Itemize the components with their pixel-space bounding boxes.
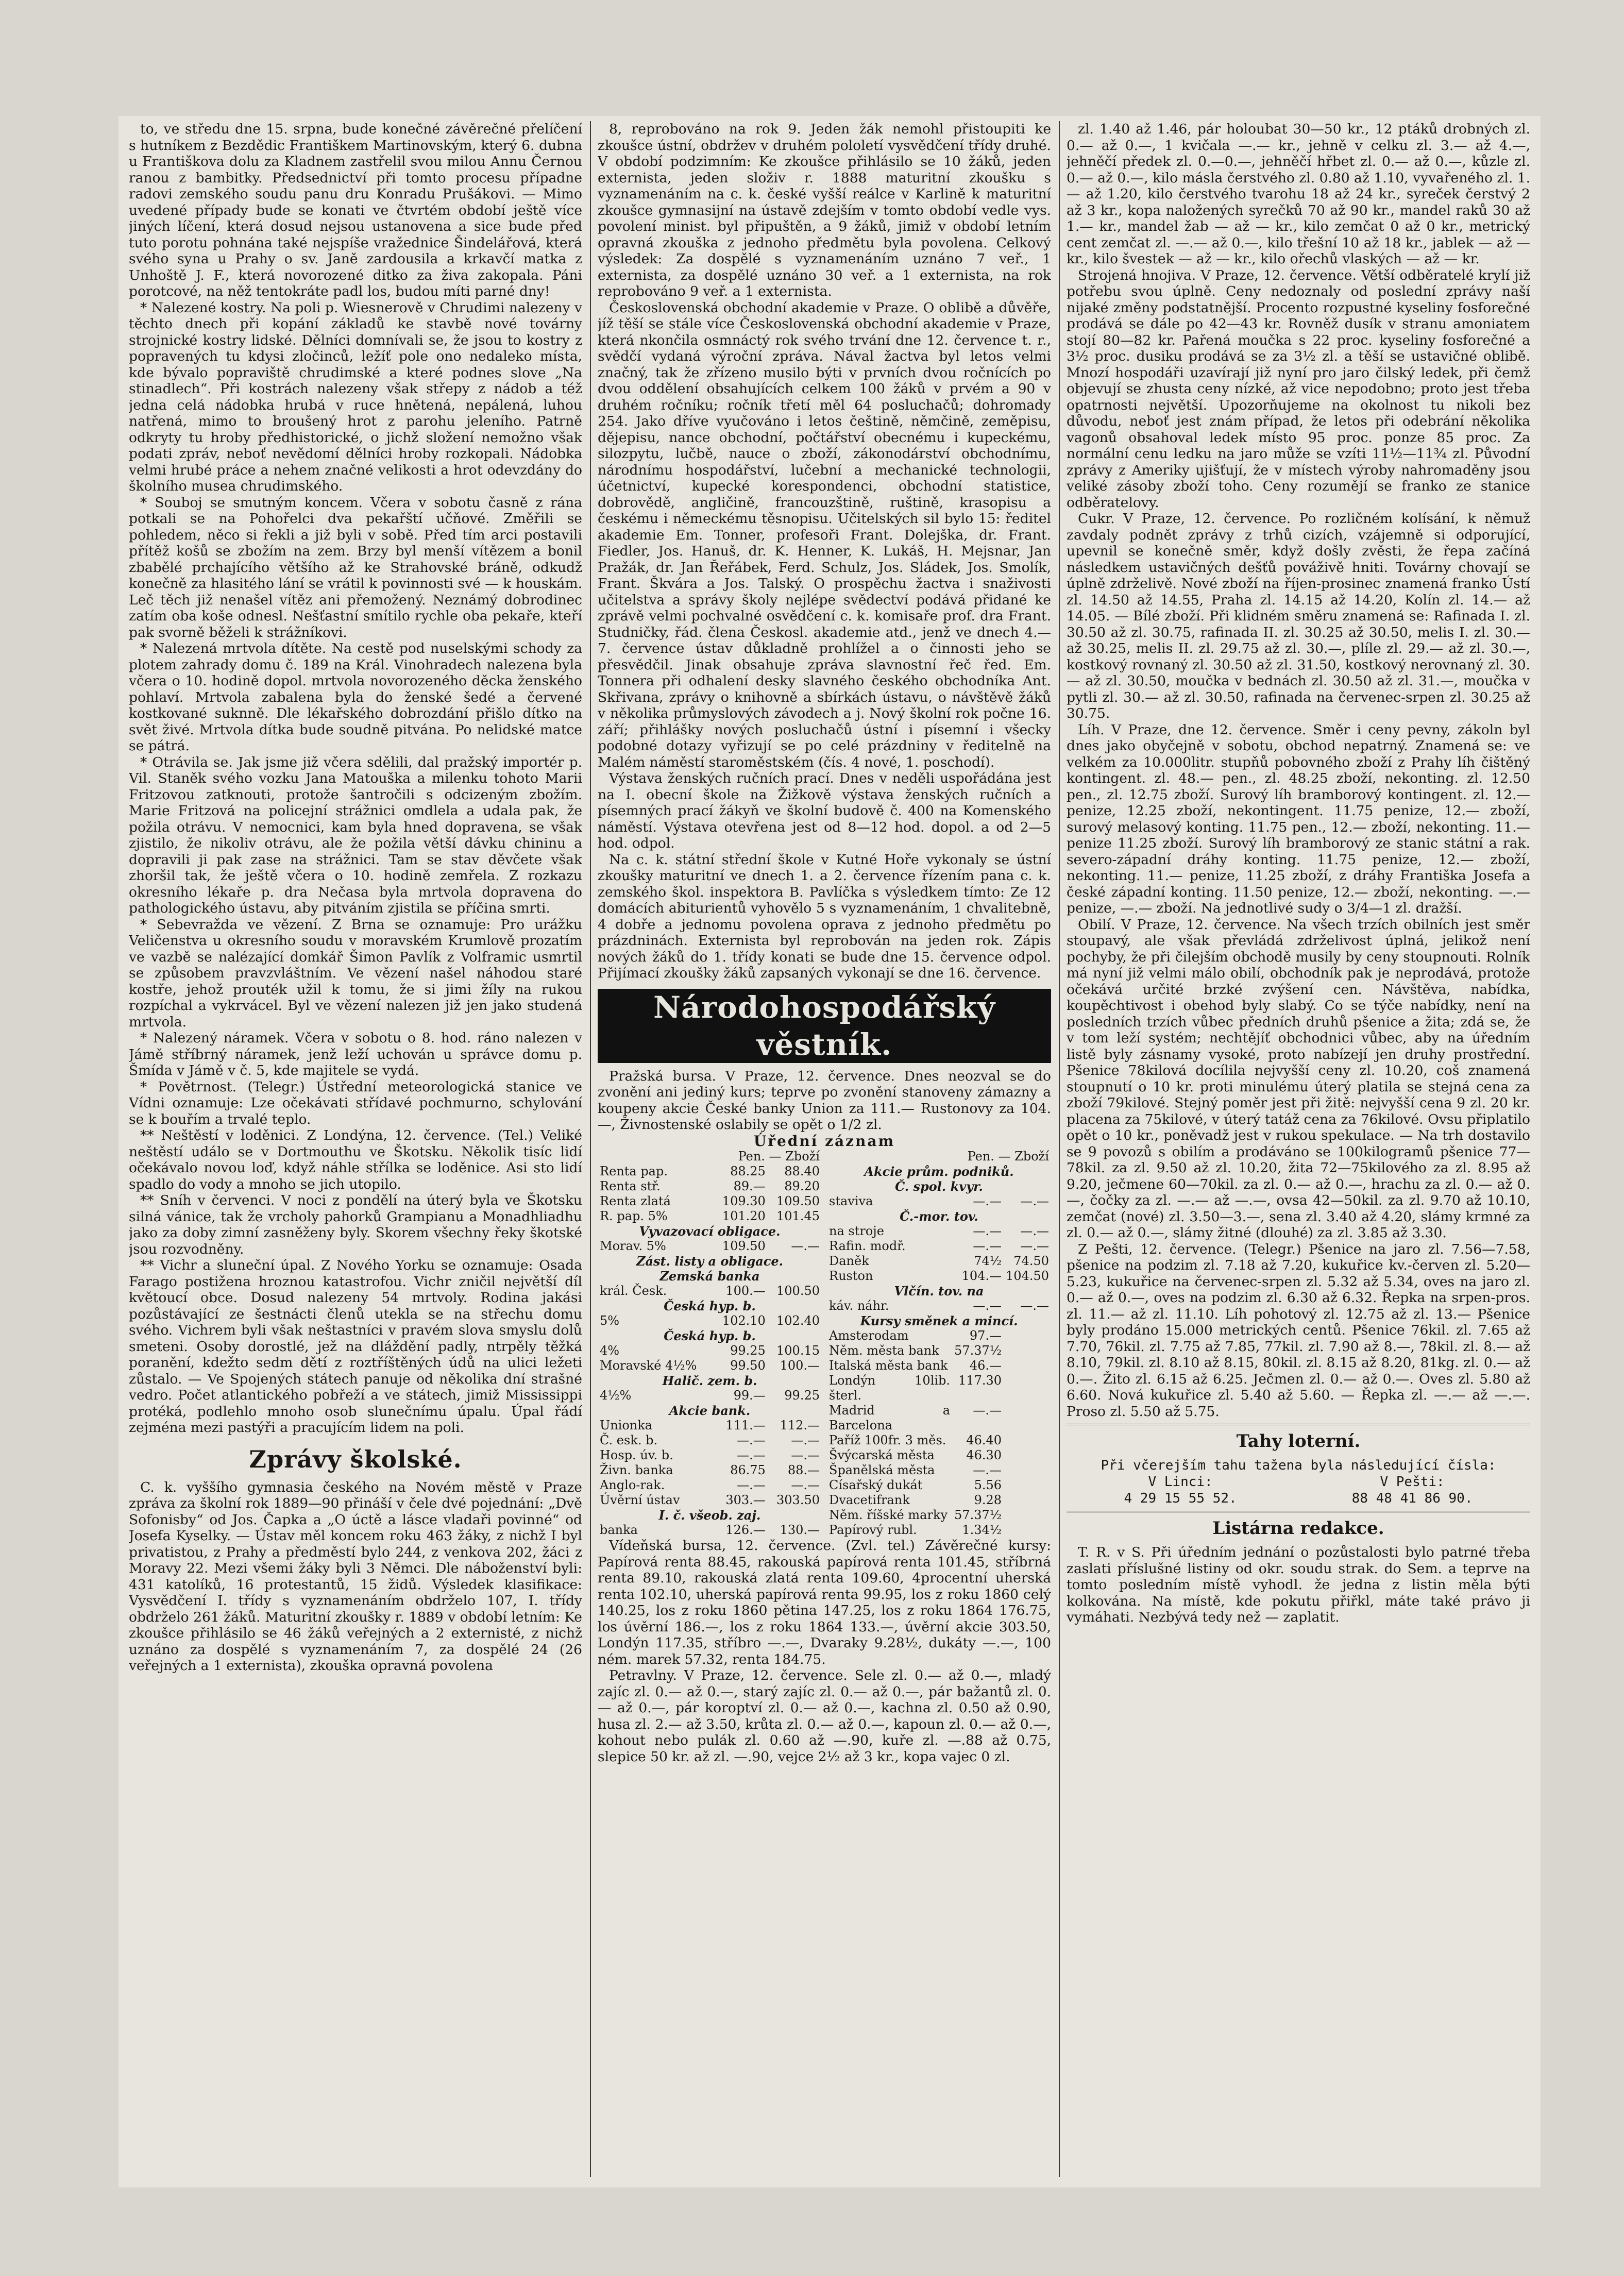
quote-value (1004, 1343, 1051, 1358)
newspaper-page (119, 116, 1541, 2187)
quote-name: Úvěrní ústav (600, 1493, 680, 1507)
quote-row (827, 1478, 1051, 1493)
quote-value (1004, 1403, 1051, 1433)
article-paragraph: Vídeňská bursa, 12. července. (Zvl. tel.) Závěrečné kursy: Papírová renta 88.45, rakouská papírová renta 101.45, stříbrná renta 89.10, rakouská zlatá renta 109.60, 4procentní uherská renta 102.10, uherská papírová renta 99.95, los z roku 1860 celý 140.25, los z roku 1860 pětina 147.25, los z roku 1864 176.75, los úvěrní 186.—, los z roku 1864 133.—, úvěrní akcie 303.50, Londýn 117.35, stříbro —.—, Dvaraky 9.28½, dukáty —.—, 100 ném. marek 57.32, renta 184.75. (598, 1538, 1051, 1667)
article-paragraph: T. R. v S. Při úředním jednání o pozůstalosti bylo patrné třeba zaslati příslušné listiny od okr. soudu strak. do Sem. a teprve na tomto posledním místě vyhodl. že jedna z listin měla býti kolkována. Na místě, kde pokutu přiřkl, máte také právo ji vymáhati. Nezbývá tedy než — zaplatit. (1067, 1544, 1530, 1625)
article-paragraph: * Nalezený náramek. Včera v sobotu o 8. hod. ráno nalezen v Jámě stříbrný náramek, jenž leží uchován u správce domu p. Šmída v Jámě v č. 5, kde majitele se vydá. (129, 1030, 582, 1078)
quote-name: 4% (600, 1343, 620, 1358)
quote-name: Císařský dukát (829, 1478, 923, 1492)
quote-name: Č. esk. b. (600, 1433, 658, 1447)
quote-value (1004, 1523, 1051, 1538)
quote-row (827, 1164, 1051, 1179)
quote-row (827, 1179, 1051, 1194)
quote-name: Dvacetifrank (829, 1493, 910, 1507)
quote-value (1004, 1463, 1051, 1478)
quote-name: na stroje (829, 1224, 884, 1238)
quote-row (827, 1269, 1051, 1284)
quote-value: —.— (973, 1463, 1002, 1477)
quote-value: —.— (973, 1239, 1002, 1253)
quotes-tables (598, 1149, 1051, 1538)
article-paragraph: to, ve středu dne 15. srpna, bude konečné závěrečné přelíčení s hutníkem z Bezdědic Františkem Martinovským, který 6. dubna u Františkova dolu za Kladnem zastřelil svou milou Annu Černou ranou z bambitky. Předsednictví při tomto procesu případne radovi zemského soudu panu dru Konradu Prušákovi. — Mimo uvedené případy bude se konati ve čtvrtém období ještě více jiných líčení, která dosud nejsou ustanovena a sice bude před tuto porotu pohnána také nejspíše vražednice Šindelářová, která svého syna u Prahy o sv. Janě zardousila a krkavčí matka z Unhoště J. F., která novorozené ditko za živa zakopala. Páni porotcové, na něž tentokráte padl los, budou míti parné dny! (129, 121, 582, 299)
quote-name: Madrid a Barcelona (829, 1403, 951, 1432)
quote-row (598, 1463, 822, 1478)
quote-row (598, 1358, 822, 1373)
article-paragraph: ** Sníh v červenci. V noci z pondělí na úterý byla ve Škotsku silná vánice, tak že vrcholy pahorků Grampianu a Monadhliadhu jako za doby zimní zasněženy byly. Skorem všechny řeky škotské jsou rozvodněny. (129, 1192, 582, 1257)
quote-value: 100.— (780, 1358, 820, 1373)
quote-group-label: Č.-mor. tov. (900, 1209, 978, 1224)
quote-value: —.— (973, 1194, 1002, 1208)
quote-name: Papírový rubl. (829, 1523, 917, 1537)
quotes-heading: Úřední záznam (753, 1132, 895, 1150)
quote-value: —.— (737, 1433, 766, 1447)
quote-row (827, 1299, 1051, 1313)
quote-group-label: Č. spol. kvyr. (895, 1179, 983, 1194)
quote-value: 74½ (974, 1254, 1002, 1268)
quote-value: 100.— (725, 1284, 766, 1298)
quote-value: —.— (973, 1224, 1002, 1238)
quote-name: Renta zlatá (600, 1194, 671, 1208)
quote-name: káv. náhr. (829, 1299, 889, 1313)
quote-name: Paříž 100fr. 3 měs. (829, 1433, 946, 1447)
quote-value: 88.40 (784, 1164, 820, 1178)
quote-name: Italská města bank (829, 1358, 948, 1373)
quote-value: 117.30 (958, 1373, 1002, 1388)
quote-value: —.— (737, 1478, 766, 1492)
quote-value: 88.— (787, 1463, 820, 1477)
quote-value: 303.50 (776, 1493, 820, 1507)
quote-name: R. pap. 5% (600, 1209, 668, 1223)
quotes-header-row (598, 1149, 822, 1164)
quote-value (1004, 1448, 1051, 1463)
quote-row (598, 1343, 822, 1358)
divider (1067, 1511, 1530, 1512)
quote-row (827, 1523, 1051, 1538)
quote-value: 126.— (725, 1523, 766, 1537)
quote-row (827, 1284, 1051, 1299)
quote-row (598, 1373, 822, 1388)
quote-row (598, 1269, 822, 1284)
article-paragraph: ** Neštěstí v loděnici. Z Londýna, 12. července. (Tel.) Veliké neštěstí událo se v Dortmouthu ve Škotsku. Několik tisíc lidí očekávalo novou loď, když náhle střílka se loděnice. Asi sto lidí spadlo do vody a mnoho se jich utopilo. (129, 1127, 582, 1192)
column-3 (1067, 121, 1530, 2177)
quote-value (1004, 1508, 1051, 1523)
quote-row (827, 1313, 1051, 1328)
quote-name: Unionka (600, 1418, 653, 1432)
quote-row (598, 1209, 822, 1224)
quote-group-label: Česká hyp. b. (664, 1299, 756, 1313)
article-paragraph: Z Pešti, 12. července. (Telegr.) Pšenice na jaro zl. 7.56—7.58, pšenice na podzim zl. 7.18 až 7.20, kukuřice kv.-červen zl. 5.20—5.23, kukuřice na červenec-srpen zl. 5.32 až 5.34, oves na jaro zl. 0.— až 0.—, oves na podzim zl. 6.30 až 6.32. Řepka na srpen-pros. zl. 11.— až zl. 11.10. Líh pohotový zl. 12.75 až zl. 13.— Pšenice byly prodáno 15.000 metrických centů. Pšenice 76kil. zl. 7.65 až 7.70, 76kil. zl. 7.75 až 7.85, 77kil. zl. 7.90 až 8.—, 78kil. zl. 8.— až 8.10, 79kil. zl. 8.10 až 8.15, 80kil. zl. 8.15 až 8.20, 81kg. zl. 0.— až 0.—. Žito zl. 6.15 až 6.25. Ječmen zl. 0.— až 0.—. Oves zl. 5.80 až 6.60. Nová kukuřice zl. 5.40 až 5.60. — Řepka zl. —.— až —.—. Proso zl. 5.50 až 5.75. (1067, 1241, 1530, 1420)
quote-name: Moravské 4½% (600, 1358, 697, 1373)
quote-name: banka (600, 1523, 638, 1537)
quote-row (827, 1433, 1051, 1448)
quote-value: 1.34½ (962, 1523, 1002, 1537)
quotes-column-header: Pen. — Zboží (738, 1149, 820, 1164)
quote-group-label: Akcie prům. podniků. (864, 1164, 1014, 1179)
quote-value (1004, 1328, 1051, 1343)
quote-value: —.— (791, 1433, 820, 1447)
quote-row (827, 1403, 1051, 1433)
column-2 (598, 121, 1051, 2177)
quote-row (598, 1448, 822, 1463)
article-paragraph: Obilí. V Praze, 12. července. Na všech trzích obilních jest směr stoupavý, ale však převládá zdrželivost úplná, jelikož není pochyby, že při čilejším obchodě musily by ceny stoupnouti. Rolník má nyní již velmi málo obilí, obchodník pak je neprodává, protože očekává určité brzké zvýšení cen. Návštěva, nabídka, koupěchtivost i obehod byly slabý. Co se týče nabídky, není na posledních trzích vůbec předních druhů pšenice a žita; zdá se, že v tom leží systém; nechtějíť obchodnici vůbec, aby na úředním listě byly zásnamy vysoké, proto nabízejí jen druhy prostřední. Pšenice 78kilová docílila nejvyšší ceny zl. 10.20, coš znamená stoupnutí o 10 kr. proti minulému úterý platila se stejná cena za zboží 79kilové. Stejný poměr jest při žitě: nejvyšší cena 9 zl. 20 kr. placena za 75kilové, v úterý tatáž cena za 76kilové. Ovsu připlatilo opět o 10 kr., poněvadž jest v rukou spekulace. — Na trh dostavilo se 9 povozů s obilím a prodáváno se 100kilogramů pšenice 77—78kil. za zl. 9.50 až zl. 10.20, žita 72—75kilového za zl. 8.95 až 9.20, ječmene 60—70kil. za zl. 0.— až 0.—, hrachu za zl. 0.— až 0.—, čočky za zl. —.— až —.—, ovsa 42—50kil. za zl. 9.70 až 10.10, zemčat (nové) zl. 3.50—3.—, sena zl. 3.40 až 4.20, slámy krmné za zl. 0.— až 0.—, slámy žitné (dlouhé) za zl. 3.85 až 3.30. (1067, 916, 1530, 1241)
quote-name: král. Česk. (600, 1284, 667, 1298)
quote-value: 57.37½ (954, 1508, 1002, 1522)
quote-name: 5% (600, 1313, 620, 1328)
quotes-header-row (827, 1149, 1051, 1164)
quote-row (827, 1448, 1051, 1463)
quote-value: 109.50 (722, 1239, 766, 1253)
editorial-mailbox-heading: Listárna redakce. (1212, 1518, 1384, 1539)
quote-value: —.— (737, 1448, 766, 1462)
article-paragraph: * Sebevražda ve vězení. Z Brna se oznamuje: Pro urážku Veličenstva u okresního soudu v moravském Krumlově prozatím ve vazbě se nalézající domkář Šimon Pavlík z Volframic usmrtil se způsobem pravzvláštním. Ve vězení našel náhodou staré kostře, jehož prouték užil k tomu, že si jimi žíly na rukou rozpíchal a vykrvácel. Byl ve vězení nalezen již jen jako studená mrtvola. (129, 916, 582, 1030)
quote-name: Ruston (829, 1269, 873, 1283)
lottery-heading: Tahy loterní. (1236, 1431, 1361, 1452)
article-paragraph: Petravlny. V Praze, 12. července. Sele zl. 0.— až 0.—, mladý zajíc zl. 0.— až 0.—, starý zajíc zl. 0.— až 0.—, pár bažantů zl. 0.— až 0.—, pár koroptví zl. 0.— až 0.—, kachna zl. 0.50 až 0.90, husa zl. 2.— až 3.50, krůta zl. 0.— až 0.—, kapoun zl. 0.— až 0.—, kohout nebo pulák zl. 0.60 až —.90, kuře zl. —.88 až 0.75, slepice 50 kr. až zl. —.90, vejce 2½ až 3 kr., kopa vajec 0 zl. (598, 1667, 1051, 1765)
quote-row (827, 1493, 1051, 1508)
quote-value: —.— (791, 1239, 820, 1253)
lottery-intro: Při včerejším tahu tažena byla následující čísla: (1101, 1458, 1496, 1473)
quote-value: 99.25 (730, 1343, 766, 1358)
quote-name: Londýn 10lib. šterl. (829, 1373, 951, 1403)
quote-row (827, 1373, 1051, 1403)
quote-row (598, 1164, 822, 1179)
quote-value: 86.75 (730, 1463, 766, 1477)
lottery-linz (1124, 1474, 1237, 1507)
quote-name: Renta pap. (600, 1164, 668, 1178)
quote-value: 88.25 (730, 1164, 766, 1178)
quote-value: 101.45 (776, 1209, 820, 1223)
article-paragraph: Cukr. V Praze, 12. července. Po rozličném kolísání, k němuž zavdaly podnět zprávy z trhů cizích, vzájemně si odporující, upevnil se konečně směr, když došly zvěsti, že řepa začíná následkem ustavičných dešťů pováživě hniti. Továrny chovají se úplně zdrželivě. Nové zboží na říjen-prosinec znamená franko Ústí zl. 14.50 až 14.55, Praha zl. 14.15 až 14.20, Kolín zl. 14.— až 14.05. — Bílé zboží. Při klidném směru znamená se: Rafinada I. zl. 30.50 až zl. 30.75, rafinada II. zl. 30.25 až 30.50, melis I. zl. 30.— až 30.25, melis II. zl. 29.75 až zl. 30.—, plíle zl. 29.— až zl. 30.—, kostkový rovnaný zl. 30.50 až zl. 31.50, kostkový nerovnaný zl. 30.— až zl. 30.50, moučka v bednách zl. 30.50 až zl. 31.—, moučka v pytli zl. 30.— až zl. 30.50, rafinada na červenec-srpen zl. 30.25 až 30.75. (1067, 511, 1530, 721)
quote-group-label: Kursy směnek a mincí. (860, 1313, 1018, 1328)
quote-row (598, 1328, 822, 1343)
quote-name: Živn. banka (600, 1463, 673, 1477)
article-paragraph: ** Vichr a sluneční úpal. Z Nového Yorku se oznamuje: Osada Farago postižena hroznou katastrofou. Vichr zničil největší díl květoucí obce. Dosud nalezeny 54 mrtvoly. Rodina jakási pozůstávající ze šestnácti členů utekla se na střechu domu svého. Vichrem byli však neštastníci v pravém slova smyslu dolů smeteni. Osoby dorostlé, jež na dláždění padly, ntrpěly těžká poranění, kdežto sedm dětí z roztříštěných údů na ulici ležeti zůstalo. — Ve Spojených státech panuje od několika dní strašné vedro. Počet atlantického pobřeží a ve státech, jimiž Mississippi protéká, podlehlo mnoho osob slunečnímu úpalu. Úpal řádí zejména mezi pastýři a pracujícím lidem na poli. (129, 1257, 582, 1436)
article-paragraph: Na c. k. státní střední škole v Kutné Hoře vykonaly se ústní zkoušky maturitní ve dnech 1. a 2. července řízením pana c. k. zemského škol. inspektora B. Pavlíčka s výsledkem tímto: Ze 12 domácích abiturientů vyhovělo 5 s vyznamenáním, 1 chvalitebně, 4 dobře a jednomu povolena oprava z jednoho předmětu po prázdninách. Externista byl reprobován na jeden rok. Zápis nových žáků do 1. třídy konati se bude dne 15. července odpol. Přijímací zkoušky žáků zapsaných vykonají se dne 16. července. (598, 851, 1051, 981)
quote-row (598, 1508, 822, 1523)
quote-value: —.— (791, 1478, 820, 1492)
article-paragraph: * Povětrnost. (Telegr.) Ústřední meteorologická stanice ve Vídni oznamuje: Lze očekávati střídavé pochmurno, schylování se k bouřím a trvalé teplo. (129, 1078, 582, 1127)
quote-value: 109.50 (776, 1194, 820, 1208)
quote-group-label: Halič. zem. b. (662, 1373, 757, 1388)
quote-name: Španělská města (829, 1463, 935, 1477)
article-paragraph: * Otrávila se. Jak jsme již včera sdělili, dal pražský importér p. Vil. Staněk svého vozku Jana Matouška a milenku tohoto Marii Fritzovou zatknouti, protože šantročili s odcizeným zbožím. Marie Fritzová na policejní strážnici omdlela a udala pak, že požila otrávu. V nemocnici, kam byla hned dopravena, se však zjistilo, že nikoliv otrávu, ale že požila větší dávku chininu a dopravili ji pak zase na strážnici. Tam se stav děvčete však zhoršil tak, že ještě včera o 10. hodině zemřela. Z rozkazu okresního lékaře p. dra Nečasa byla mrtvola dopravena do pathologického ústavu, aby pitváním zjistila se příčina smrti. (129, 754, 582, 916)
quote-value: 46.— (969, 1358, 1002, 1373)
lottery-pest (1352, 1474, 1473, 1507)
quote-value: 112.— (780, 1418, 820, 1432)
quote-value (1004, 1493, 1051, 1508)
article-paragraph: Líh. V Praze, dne 12. července. Směr i ceny pevny, zákoln byl dnes jako obyčejně v sobotu, obchod nepatrný. Znamená se: ve velkém za 10.000litr. stupňů pobovného zboží z Prahy líh čištěný kontingent. zl. 48.— pen., zl. 48.25 zboží, nekonting. zl. 12.50 pen., zl. 12.75 zboží. Surový líh bramborový kontingent. zl. 12.— penize, 12.25 zboží, nekontingent. 11.75 penize, 12.— zboží, surový melasový konting. 11.75 pen., 12.— zboží, nekonting. 11.— penize 11.25 zboží. Surový líh bramborový ze stanic státní a rak. severo-západní dráhy konting. 11.75 penize, 12.— zboží, nekonting. 11.— penize, 11.25 zboží, z dráhy Františka Josefa a české západní konting. 11.50 penize, 12.— zboží, nekonting. —.— penize, —.— zboží. Na jednotlivé sudy o 3/4—1 zl. dražší. (1067, 721, 1530, 916)
quote-name: Něm. města bank (829, 1343, 939, 1358)
quote-row (827, 1194, 1051, 1209)
column-rule (590, 121, 591, 2177)
quote-name: Rafin. modř. (829, 1239, 906, 1253)
quote-value: 5.56 (974, 1478, 1002, 1492)
quote-name: Anglo-rak. (600, 1478, 665, 1492)
lottery-linz-numbers: 4 29 15 55 52. (1124, 1491, 1237, 1506)
quote-value: 303.— (725, 1493, 766, 1507)
quote-row (598, 1284, 822, 1299)
quote-row (598, 1388, 822, 1403)
quote-row (598, 1179, 822, 1194)
quote-row (827, 1358, 1051, 1373)
lottery-pest-numbers: 88 48 41 86 90. (1351, 1491, 1473, 1506)
quote-group-label: Akcie bank. (669, 1403, 751, 1418)
column-rule (1059, 121, 1060, 2177)
article-paragraph: zl. 1.40 až 1.46, pár holoubat 30—50 kr., 12 ptáků drobných zl. 0.— až 0.—, 1 kvičala —.— kr., jehně v celku zl. 3.— až 4.—, jehněčí předek zl. 0.—0.—, jehněčí hřbet zl. 0.— až 0.—, kůzle zl. 0.— až 0.—, kilo másla čerstvého zl. 0.80 až 1.10, vyvařeného zl. 1.— až 1.20, kilo čerstvého tvarohu 18 až 24 kr., syreček čerstvý 2 až 3 kr., kopa naložených syrečků 70 až 90 kr., mandel raků 30 až 1.— kr., mandel žab — až — kr., kilo zemčat 0 až 0 kr., metrický cent zemčat zl. —.— až 0.—, kilo třešní 10 až 18 kr., jablek — až — kr., kilo švestek — až — kr., kilo ořechů vlaských — až — kr. (1067, 121, 1530, 267)
quote-value: —.— (973, 1403, 1002, 1418)
article-paragraph: * Nalezené kostry. Na poli p. Wiesnerově v Chrudimi nalezeny v těchto dnech při kopání základů ke stavbě nové továrny strojnické kostry lidské. Dělníci domnívali se, že jsou to kostry z popravených tu kdysi zločinců, ležíť pole ono nedaleko místa, kde bývalo popraviště chrudimské a které podnes slove „Na stinadlech“. Při kostrách nalezeny však střepy z nádob a též jedna celá nádobka hrubá v ruce hnětená, nepálená, luhou natřená, mimo to broušený hrot z parohu jeleního. Patrně odkryty tu hroby předhistorické, o jichž složení nemožno však podati zpráv, neboť nevědomí dělníci hroby rozkopali. Nádobka velmi hrubé práce a nehem značné velikosti a hrot odevzdány do školního musea chrudimského. (129, 299, 582, 494)
article-paragraph: Strojená hnojiva. V Praze, 12. července. Větší odběratelé krylí již potřebu svou úplně. Ceny nedoznaly od poslední zprávy naší nijaké změny podstatnější. Procento rozpustné kyseliny fosforečné prodává se dále po 42—43 kr. Rovněž dusík v stranu amoniatem stojí 80—82 kr. Pařená moučka s 22 proc. kyseliny fosforečné a 3½ proc. dusiku prodává se za 3½ zl. a těší se ustavičné oblibě. Mnozí hospodáři uzavírají již nyní pro jaro čilský ledek, při čemž objevují se zhusta ceny nízké, až vice nepodobno; proto jest třeba opatrnosti největší. Upozorňujeme na okolnost tu nikoli bez důvodu, neboť jest znám případ, že letos při odebrání několika vagonů obsahoval ledek místo 95 proc. ponze 85 proc. Za normální cenu ledku na jaro může se vzíti 11½—11¾ zl. Původní zprávy z Ameriky ujišťují, že v místech výroby nahromaděny jsou veliké zásoby zboží toho. Ceny rozumějí se franko ze stanice odběratelovy. (1067, 267, 1530, 511)
quote-value (1004, 1478, 1051, 1493)
quote-group-label: Vlčín. tov. na (894, 1284, 984, 1299)
lottery-pest-label: V Pešti: (1380, 1474, 1445, 1490)
quote-row (598, 1418, 822, 1433)
quote-row (598, 1493, 822, 1508)
quote-name: Něm. říšské marky (829, 1508, 948, 1522)
quote-row (827, 1463, 1051, 1478)
quote-row (827, 1508, 1051, 1523)
quote-value: —.— (973, 1299, 1002, 1313)
quote-value: 100.15 (776, 1343, 820, 1358)
quote-row (598, 1239, 822, 1254)
quote-name: Morav. 5% (600, 1239, 666, 1253)
quote-name: 4½% (600, 1388, 632, 1403)
article-paragraph: 8, reprobováno na rok 9. Jeden žák nemohl přistoupiti ke zkoušce ústní, obdržev v druhém pololetí vysvědčení třídy druhé. V období podzimním: Ke zkoušce přihlásilo se 10 žáků, jeden externista, jeden složiv r. 1888 maturitní zkoušku s vyznamenáním na c. k. české vyšší reálce v Karlině k maturitní zkoušce gymnasijní na ústavě zdejším v tomto období vedle vys. povolení minist. byl připuštěn, a 9 žáků, jimiž v období letním opravná zkouška z jednoho předmětu byla povolena. Celkový výsledek: Za dospělé s vyznamenáním uznáno 7 veř., 1 externista, za dospělé uznáno 30 veř. a 1 externista, na rok reprobováno 9 veř. a 1 externista. (598, 121, 1051, 299)
quote-value: —.— (1020, 1239, 1049, 1253)
quote-row (598, 1224, 822, 1239)
quote-value: —.— (1020, 1194, 1049, 1208)
article-paragraph: * Nalezená mrtvola dítěte. Na cestě pod nuselskými schody za plotem zahrady domu č. 189 na Král. Vinohradech nalezena byla včera o 10. hodině dopol. mrtvola novorozeného děcka ženského pohlaví. Mrtvola zabalena byla do ženské šedé a červené kostkované suknně. Dle lékařského dobrozdání přišlo dítko na svět živé. Mrtvola dítka bude soudně pitvána. Po nelidské matce se pátrá. (129, 640, 582, 754)
quote-row (598, 1403, 822, 1418)
quote-row (827, 1209, 1051, 1224)
article-paragraph: C. k. vyššího gymnasia českého na Novém městě v Praze zpráva za školní rok 1889—90 přináší v čele dvé pojednání: „Dvě Sofonisby“ od Jos. Čapka a „O úctě a lásce vladaři povinné“ od Josefa Kyselky. — Ústav měl koncem roku 463 žáky, z nichž I byl privatistou, z Prahy a předměstí bylo 244, z venkova 202, žáci z Moravy 22. Mezi všemi žáky byli 3 Němci. Dle náboženství byli: 431 katolíků, 16 protestantů, 15 židů. Výsledek klasifikace: Vysvědčení I. třídy s vyznamenáním obdrželo 107, I. třídy obdrželo 261 žáků. Maturitní zkoušky r. 1889 v období letním: Ke zkoušce přihlásilo se 46 žáků veřejných a 2 externisté, z nichž uznáno za dospělé s vyznamenáním 7, za dospělé 24 (26 veřejných a 1 externista), zkouška opravná povolena (129, 1479, 582, 1674)
quote-value: 101.20 (722, 1209, 766, 1223)
quote-group-label: Vyvazovací obligace. (639, 1224, 781, 1239)
quote-row (598, 1299, 822, 1313)
quote-value: 97.— (969, 1328, 1002, 1343)
quote-value: 102.40 (776, 1313, 820, 1328)
quote-name: Renta stř. (600, 1179, 661, 1193)
quote-value: 109.30 (722, 1194, 766, 1208)
quote-row (598, 1313, 822, 1328)
quote-row (598, 1254, 822, 1269)
quote-value: 102.10 (722, 1313, 766, 1328)
quote-name: Daněk (829, 1254, 869, 1268)
quote-row (827, 1343, 1051, 1358)
lottery-results (1067, 1474, 1530, 1507)
quotes-table-right (827, 1149, 1051, 1538)
quote-value: 89.— (733, 1179, 766, 1193)
quote-value: 104.50 (1006, 1269, 1049, 1283)
quote-group-label: Zást. listy a obligace. (636, 1254, 783, 1269)
quote-value: 99.50 (730, 1358, 766, 1373)
lottery-linz-label: V Linci: (1148, 1474, 1213, 1490)
quote-value (1004, 1373, 1051, 1403)
quote-value: 130.— (780, 1523, 820, 1537)
quote-value: 9.28 (974, 1493, 1002, 1507)
quotes-column-header: Pen. — Zboží (967, 1149, 1049, 1164)
quote-value (1004, 1433, 1051, 1448)
section-heading-school-news: Zprávy školské. (249, 1445, 462, 1473)
quote-value: 99.25 (784, 1388, 820, 1403)
quotes-table-left (598, 1149, 822, 1538)
quote-value: 100.50 (776, 1284, 820, 1298)
quote-value: 57.37½ (954, 1343, 1002, 1358)
section-heading-economic-bulletin: Národohospodářský věstník. (598, 989, 1051, 1063)
quote-name: staviva (829, 1194, 873, 1208)
quote-value: 111.— (725, 1418, 766, 1432)
article-paragraph: Výstava ženských ručních prací. Dnes v neděli uspořádána jest na I. obecní škole na Žižkově výstava ženských ručních a písemných prací žákyň ve školní budově č. 400 na Komenského náměstí. Výstava otevřena jest od 8—12 hod. dopol. a od 2—5 hod. odpol. (598, 770, 1051, 851)
quote-row (598, 1433, 822, 1448)
quote-name: Švýcarská města (829, 1448, 935, 1462)
quote-name: Amsterodam (829, 1328, 909, 1343)
quote-value: 46.40 (966, 1433, 1002, 1447)
quote-value: 74.50 (1013, 1254, 1049, 1268)
quote-group-label: Česká hyp. b. (664, 1328, 756, 1343)
divider (1067, 1424, 1530, 1425)
quote-row (827, 1254, 1051, 1269)
quote-value: —.— (791, 1448, 820, 1462)
quote-value: 104.— (961, 1269, 1002, 1283)
column-1 (129, 121, 582, 2177)
quote-value: 46.30 (966, 1448, 1002, 1462)
quote-group-label: Zemská banka (659, 1269, 760, 1284)
quote-value: —.— (1020, 1224, 1049, 1238)
quote-value: —.— (1020, 1299, 1049, 1313)
quote-group-label: I. č. všeob. zaj. (658, 1508, 761, 1523)
quote-row (598, 1523, 822, 1538)
quote-value: 89.20 (784, 1179, 820, 1193)
article-paragraph: * Souboj se smutným koncem. Včera v sobotu časně z rána potkali se na Pohořelci dva pekařští učňové. Změřili se pohledem, něco si řekli a již byli v sobě. Před tím arci postavili přítěž košů se zbožím na zem. Brzy byl menší vítězem a bonil zbabělé prchajícího většího až ke Strahovské bráně, odkudž konečně za hlasitého lání se vrátil k povinnosti své — k houskám. Leč těch již nenašel vítěz ani přemožený. Neznámý dobrodinec zatím oba koše odnesl. Nešťastní smítilo rychle oba pekaře, kteří pak svorně běželi k strážníkovi. (129, 494, 582, 640)
article-paragraph: Československá obchodní akademie v Praze. O oblibě a důvěře, jíž těší se stále více Československá obchodní akademie v Praze, která nkončila osmnáctý rok svého trvání dne 12. července t. r., svědčí vydaná výroční zpráva. Nával žactva byl letos velmi značný, tak že zřízeno musilo býti v prvních dvou ročnících po dvou oddělení obsahujících celkem 100 žáků v prvém a 90 v druhém ročníku; ročník třetí měl 64 posluchačů; dohromady 254. Jako dříve vyučováno i letos češtině, němčině, zeměpisu, dějepisu, nance obchodní, počtářství obecnému i kupeckému, silozpytu, lučbě, nauce o zboží, zákonodárství obchodnímu, národnímu hospodářství, lučební a mechanické technologii, účetnictví, kupecké korespondenci, obchodní statistice, dobrovědě, angličině, francouzštině, ruštině, krasopisu a českému i německému těsnopisu. Učitelských sil bylo 15: ředitel akademie Em. Tonner, profesoři Frant. Dolejška, dr. Frant. Fiedler, Jos. Hanuš, dr. K. Henner, K. Lukáš, H. Mejsnar, Jan Pražák, dr. Jan Řeřábek, Ferd. Schulz, Jos. Sládek, Jos. Smolík, Frant. Škvára a Jos. Talský. O prospěchu žactva i snaživosti učitelstva a správy školy nejlépe svědectví podává přidané ke zprávě velmi pochvalné osvědčení c. k. komisaře prof. dra Frant. Studničky, řád. člena Českosl. akademie atd., jenž ve dnech 4.—7. července ústav důkladně prohlížel a o činnosti jeho se přesvědčil. Jinak obsahuje zpráva slavnostní řeč řed. Em. Tonnera při odhalení desky slavného českého obchodníka Ant. Skřivana, zprávy o knihovně a sbírkách ústavu, o návštěvě žáků v několika průmyslových závodech a j. Nový školní rok počne 16. září; přihlášky nových posluchačů ústní i písemní i všecky podobné dotazy vyřizují se po celé prázdniny v ředitelně na Malém náměstí staroměstském (čís. 4 nové, 1. poschodí). (598, 299, 1051, 770)
quote-value: 99.— (733, 1388, 766, 1403)
article-paragraph: Pražská bursa. V Praze, 12. července. Dnes neozval se do zvonění ani jediný kurs; teprve po zvonění stanoveny zámazny a koupeny akcie České banky Union za 111.— Rustonovy za 104.—, Živnostenské oslabily se opět o 1/2 zl. (598, 1068, 1051, 1133)
quote-row (598, 1194, 822, 1209)
quote-row (598, 1478, 822, 1493)
quote-row (827, 1328, 1051, 1343)
quote-row (827, 1239, 1051, 1254)
quote-name: Hosp. úv. b. (600, 1448, 673, 1462)
quote-row (827, 1224, 1051, 1239)
quote-value (1004, 1358, 1051, 1373)
